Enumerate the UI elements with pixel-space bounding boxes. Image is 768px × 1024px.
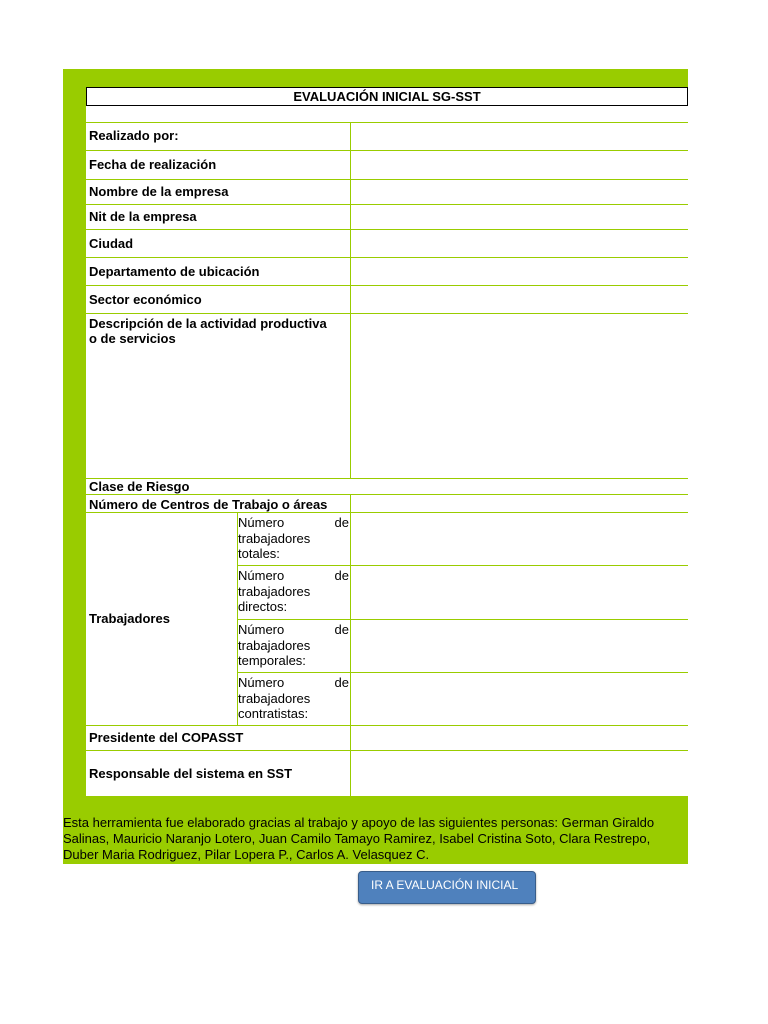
worker-sublabel-contratistas: Número de trabajadores contratistas: [238, 675, 349, 721]
departamento-input[interactable] [351, 258, 687, 285]
trabajadores-label: Trabajadores [89, 611, 170, 626]
trabajadores-directos-input[interactable] [351, 566, 687, 619]
nit-label: Nit de la empresa [89, 209, 197, 224]
ir-a-evaluacion-button[interactable]: IR A EVALUACIÓN INICIAL [358, 871, 536, 904]
credits-text [63, 815, 688, 863]
credits-line: Esta herramienta fue elaborado gracias al trabajo y apoyo de las siguientes personas: German Giraldo [63, 815, 655, 830]
descripcion-label-line1: Descripción de la actividad productiva [89, 316, 327, 331]
credits-line: Duber Maria Rodriguez, Pilar Lopera P., Carlos A. Velasquez C. [63, 847, 430, 862]
centros-label: Número de Centros de Trabajo o áreas [89, 497, 328, 512]
departamento-label: Departamento de ubicación [89, 264, 260, 279]
ciudad-label: Ciudad [89, 236, 134, 251]
descripcion-input[interactable] [351, 314, 687, 478]
trabajadores-contratistas-input[interactable] [351, 673, 687, 725]
responsable-label: Responsable del sistema en SST [89, 766, 293, 781]
centros-input[interactable] [351, 495, 687, 512]
sector-label: Sector económico [89, 292, 202, 307]
trabajadores-totales-input[interactable] [351, 513, 687, 565]
realizado-por-label: Realizado por: [89, 128, 179, 143]
clase-riesgo-input[interactable] [351, 479, 687, 494]
presidente-input[interactable] [351, 726, 687, 750]
worker-sublabel-totales: Número de trabajadores totales: [238, 515, 349, 561]
empresa-input[interactable] [351, 180, 687, 204]
fecha-label: Fecha de realización [89, 157, 217, 172]
realizado-por-input[interactable] [351, 123, 687, 150]
empresa-label: Nombre de la empresa [89, 184, 229, 199]
credits-line: Salinas, Mauricio Naranjo Lotero, Juan Camilo Tamayo Ramirez, Isabel Cristina Soto, Clara Restrepo, [63, 831, 651, 846]
responsable-input[interactable] [351, 751, 687, 796]
ciudad-input[interactable] [351, 230, 687, 257]
nit-input[interactable] [351, 205, 687, 229]
fecha-input[interactable] [351, 151, 687, 179]
sector-input[interactable] [351, 286, 687, 313]
grid-line [86, 796, 688, 797]
worker-sublabel-directos: Número de trabajadores directos: [238, 568, 349, 614]
clase-riesgo-label: Clase de Riesgo [89, 479, 190, 494]
descripcion-label-line2: o de servicios [89, 331, 176, 346]
worker-sublabel-temporales: Número de trabajadores temporales: [238, 622, 349, 668]
form-title: EVALUACIÓN INICIAL SG-SST [86, 87, 688, 106]
trabajadores-temporales-input[interactable] [351, 620, 687, 672]
presidente-label: Presidente del COPASST [89, 730, 244, 745]
